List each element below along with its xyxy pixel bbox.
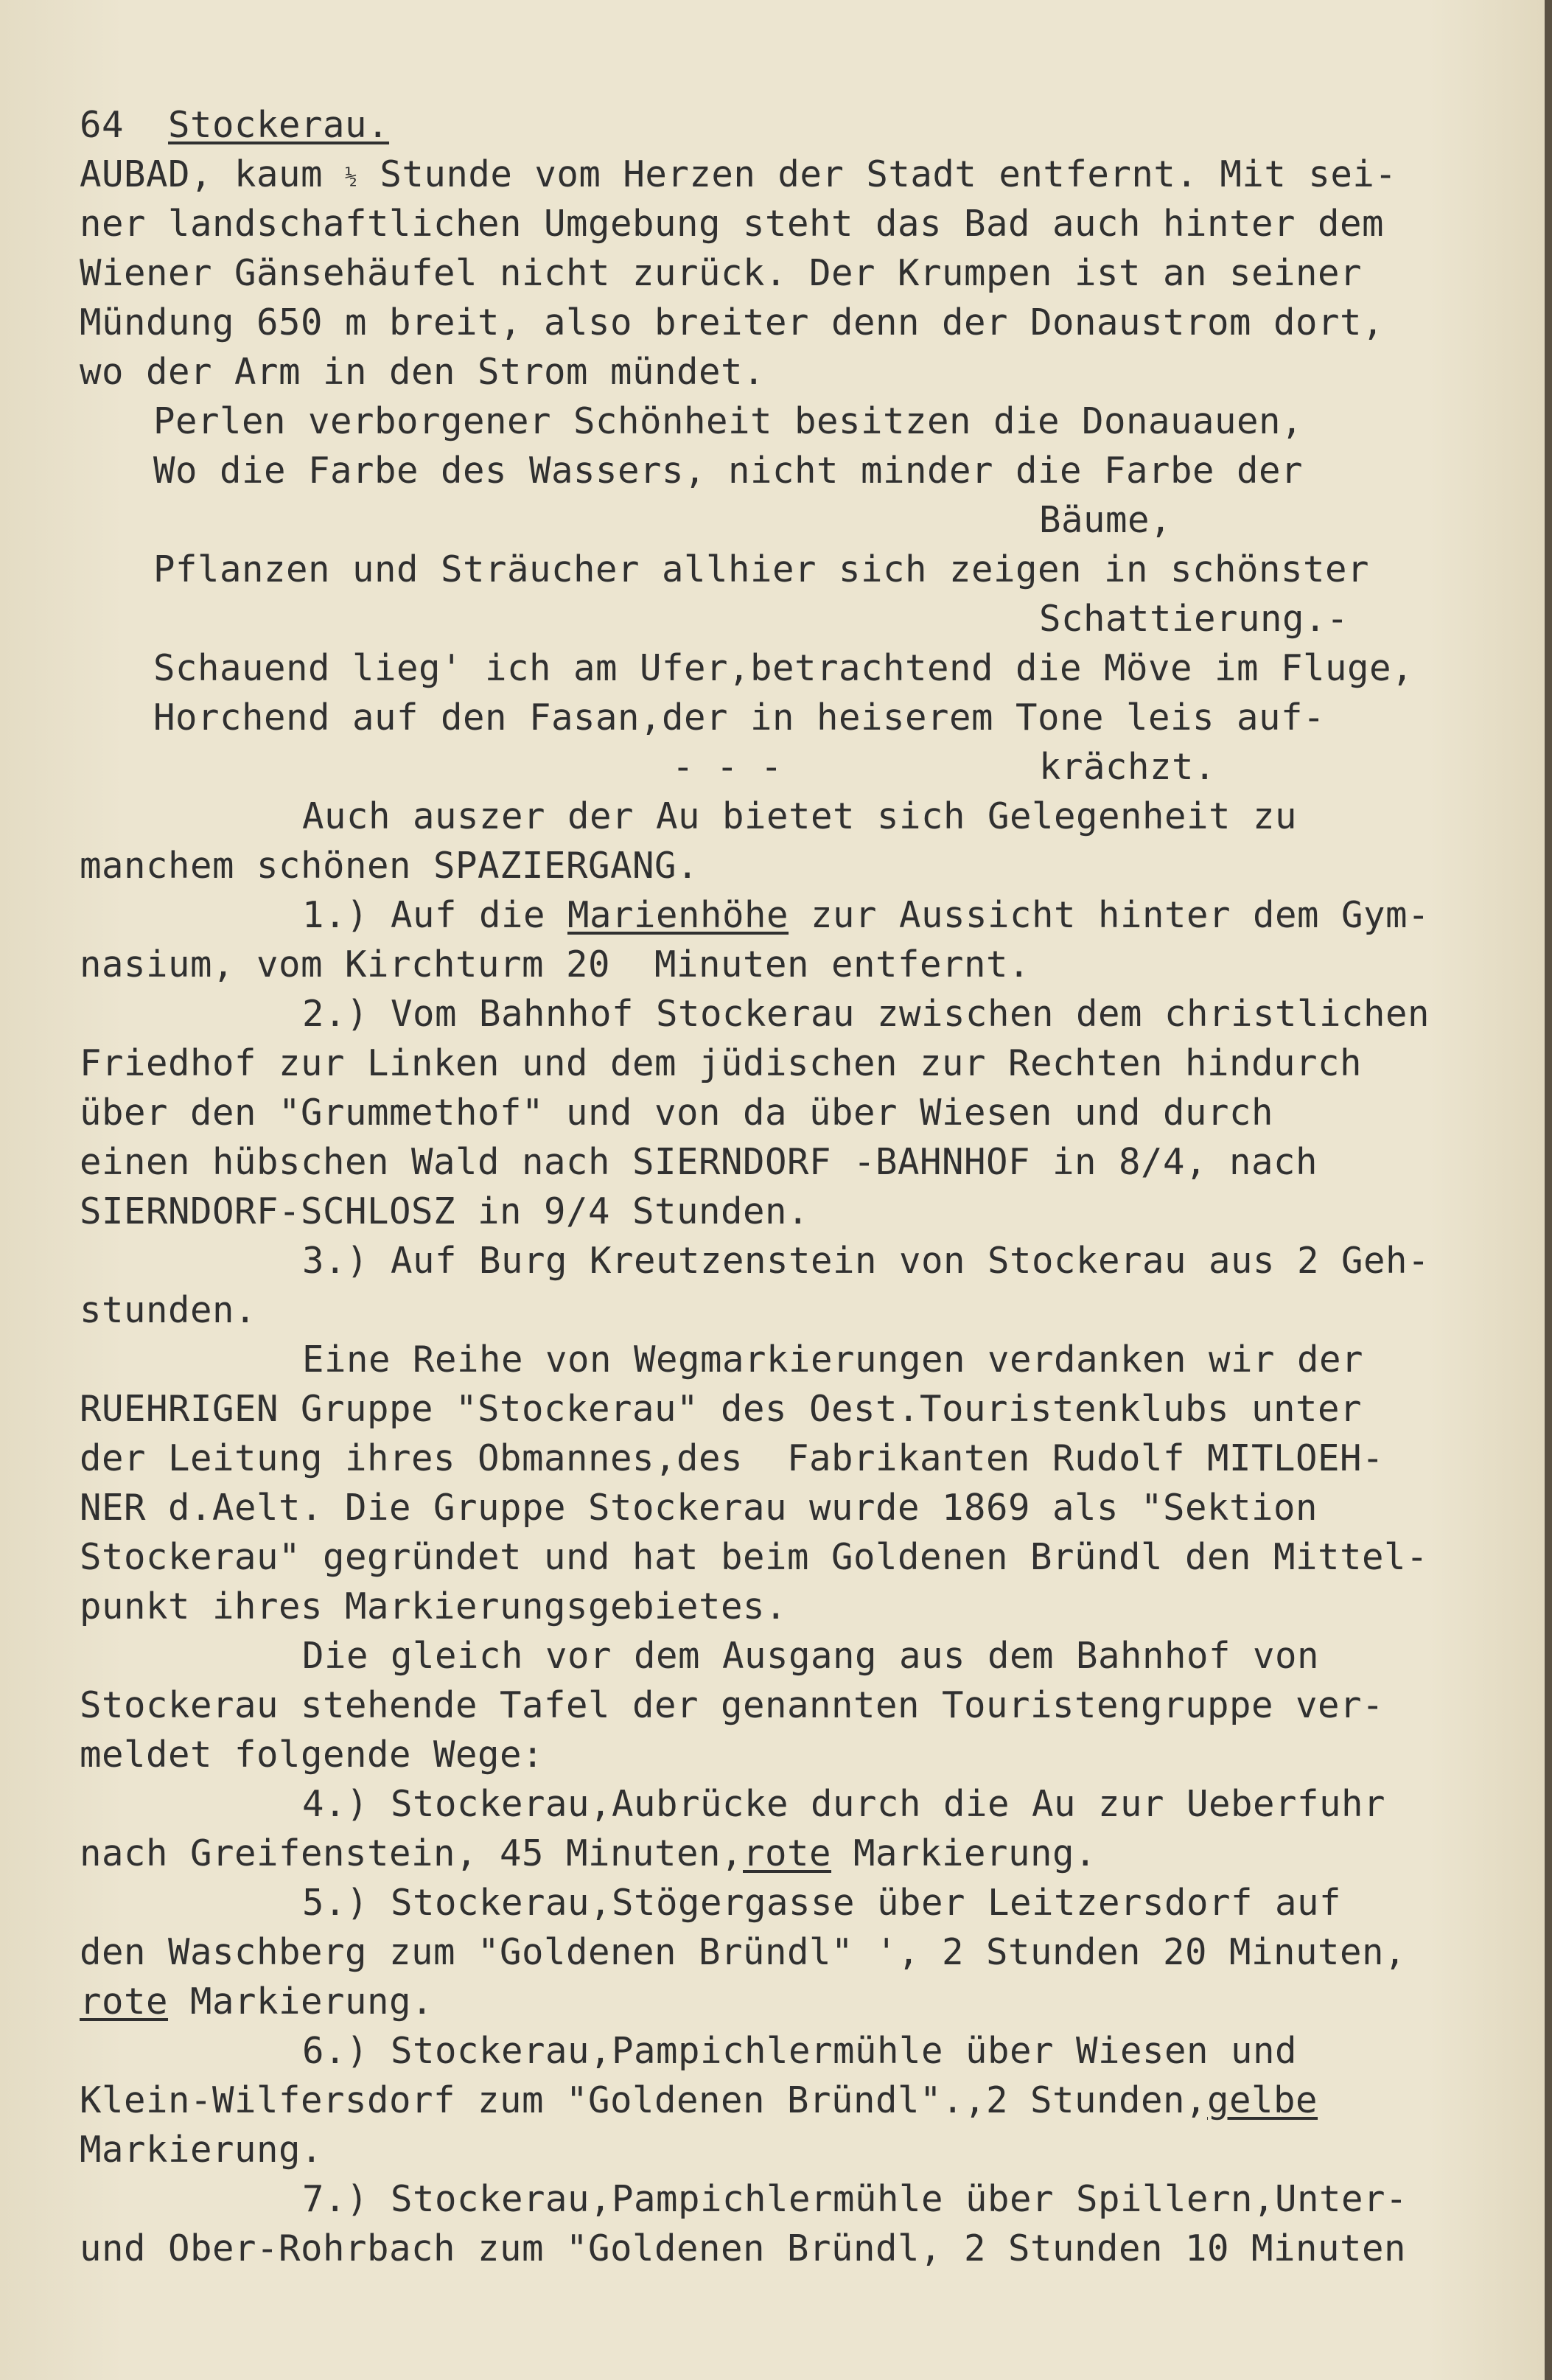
text-line: meldet folgende Wege:: [80, 1734, 545, 1776]
poem-line: Perlen verborgener Schönheit besitzen die Donauauen,: [153, 400, 1304, 442]
poem-line-continuation: krächzt.: [1039, 746, 1217, 788]
list-item: 6.) Stockerau,Pampichlermühle über Wiesen und: [302, 2030, 1298, 2072]
text-line: einen hübschen Wald nach SIERNDORF -BAHNHOF in 8/4, nach: [80, 1141, 1318, 1183]
text-line: [80, 1980, 433, 2024]
text-line: Wiener Gänsehäufel nicht zurück. Der Krumpen ist an seiner: [80, 252, 1363, 294]
text-segment: nach Greifenstein, 45 Minuten,: [80, 1832, 744, 1874]
text-line: manchem schönen SPAZIERGANG.: [80, 845, 699, 887]
text-line: Auch auszer der Au bietet sich Gelegenheit zu: [302, 795, 1298, 837]
text-line: den Waschberg zum "Goldenen Bründl" ', 2 Stunden 20 Minuten,: [80, 1931, 1407, 1973]
text-line: Die gleich vor dem Ausgang aus dem Bahnhof von: [302, 1635, 1320, 1677]
list-item: 5.) Stockerau,Stögergasse über Leitzersdorf auf: [302, 1882, 1342, 1924]
text-line: Stockerau" gegründet und hat beim Goldenen Bründl den Mittel-: [80, 1536, 1429, 1578]
list-item: 4.) Stockerau,Aubrücke durch die Au zur Ueberfuhr: [302, 1783, 1386, 1825]
poem-line: Schauend lieg' ich am Ufer,betrachtend die Möve im Fluge,: [153, 647, 1414, 689]
text-line: Friedhof zur Linken und dem jüdischen zur Rechten hindurch: [80, 1042, 1363, 1084]
poem-line-continuation: Schattierung.-: [1039, 598, 1349, 640]
text-line: NER d.Aelt. Die Gruppe Stockerau wurde 1869 als "Sektion: [80, 1487, 1318, 1529]
text-segment: Markierung.: [831, 1832, 1097, 1874]
text-line: Mündung 650 m breit, also breiter denn der Donaustrom dort,: [80, 301, 1385, 343]
list-item: 7.) Stockerau,Pampichlermühle über Spillern,Unter-: [302, 2178, 1408, 2220]
text-line: ner landschaftlichen Umgebung steht das Bad auch hinter dem: [80, 203, 1385, 245]
text-line: [80, 1832, 1097, 1876]
list-item: [302, 893, 1430, 938]
poem-line: Horchend auf den Fasan,der in heiserem Tone leis auf-: [153, 697, 1326, 739]
underlined-text: rote: [743, 1832, 832, 1874]
poem-dashes: - - -: [672, 746, 783, 788]
underlined-text: gelbe: [1207, 2079, 1318, 2121]
text-line: der Leitung ihres Obmannes,des Fabrikanten Rudolf MITLOEH-: [80, 1437, 1385, 1479]
text-line: Markierung.: [80, 2129, 324, 2171]
text-segment: Klein-Wilfersdorf zum "Goldenen Bründl".,2 Stunden,: [80, 2079, 1208, 2121]
fraction-half: ½: [345, 164, 358, 189]
underlined-text: rote: [80, 1981, 169, 2023]
text-line: RUEHRIGEN Gruppe "Stockerau" des Oest.Touristenklubs unter: [80, 1388, 1363, 1430]
text-segment: 1.) Auf die: [302, 894, 568, 936]
text-line: über den "Grummethof" und von da über Wiesen und durch: [80, 1092, 1274, 1134]
text-segment: Markierung.: [168, 1981, 434, 2023]
text-line: Eine Reihe von Wegmarkierungen verdanken wir der: [302, 1339, 1364, 1381]
page-header: [80, 103, 389, 147]
poem-line: Pflanzen und Sträucher allhier sich zeigen in schönster: [153, 548, 1370, 590]
text-segment: Stunde vom Herzen der Stadt entfernt. Mit sei-: [357, 153, 1397, 195]
text-line: wo der Arm in den Strom mündet.: [80, 351, 766, 393]
poem-line-continuation: Bäume,: [1039, 499, 1172, 541]
poem-line: Wo die Farbe des Wassers, nicht minder die Farbe der: [153, 450, 1304, 492]
text-line: und Ober-Rohrbach zum "Goldenen Bründl, 2 Stunden 10 Minuten: [80, 2227, 1407, 2269]
text-line: [80, 153, 1397, 197]
underlined-text: Marienhöhe: [567, 894, 789, 936]
text-line: punkt ihres Markierungsgebietes.: [80, 1585, 788, 1627]
text-line: nasium, vom Kirchturm 20 Minuten entfernt.: [80, 943, 1031, 985]
list-item: 3.) Auf Burg Kreutzenstein von Stockerau aus 2 Geh-: [302, 1240, 1430, 1282]
text-line: Stockerau stehende Tafel der genannten Touristengruppe ver-: [80, 1684, 1385, 1726]
list-item: 2.) Vom Bahnhof Stockerau zwischen dem christlichen: [302, 993, 1430, 1035]
page-edge-shadow: [1545, 0, 1552, 2380]
text-line: [80, 2079, 1318, 2123]
text-line: stunden.: [80, 1289, 257, 1331]
running-title: Stockerau.: [168, 104, 390, 146]
text-line: SIERNDORF-SCHLOSZ in 9/4 Stunden.: [80, 1190, 810, 1232]
text-segment: AUBAD, kaum: [80, 153, 346, 195]
page-number: 64: [80, 104, 125, 146]
text-segment: zur Aussicht hinter dem Gym-: [789, 894, 1430, 936]
